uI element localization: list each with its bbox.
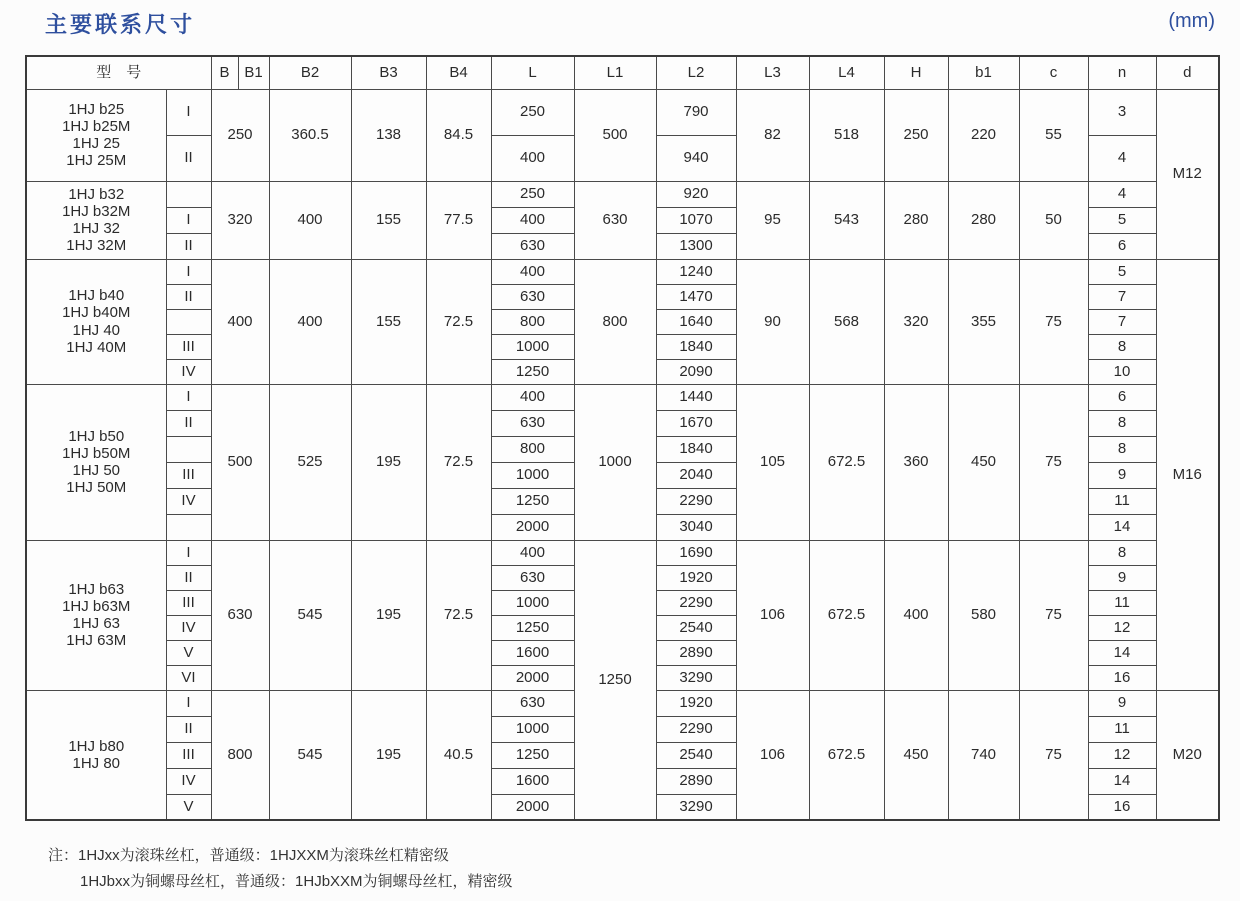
model-line: 1HJ 40M [66,338,127,356]
model-line: 1HJ 63M [66,632,127,650]
cell-L2: 1920 [656,690,736,716]
cell-n: 8 [1088,540,1156,565]
mark-cell: IV [166,768,211,794]
cell-L: 630 [491,690,574,716]
cell-n: 4 [1088,135,1156,181]
table-row [26,384,1219,410]
cell-L: 400 [491,540,574,565]
col-header-L2: L2 [656,56,736,89]
cell-L2: 2090 [656,359,736,384]
cell-L: 1000 [491,590,574,615]
col-header-L4: L4 [809,56,884,89]
g1-model-cell [26,89,166,181]
g6-cell-c: 75 [1019,690,1088,820]
mark-cell: I [166,259,211,284]
cell-L2: 3040 [656,514,736,540]
cell-L2: 1300 [656,233,736,259]
mark-cell: V [166,640,211,665]
col-header-H: H [884,56,948,89]
g2-model-cell [26,181,166,259]
cell-n: 7 [1088,284,1156,309]
footnote-line-2: 1HJbxx为铜螺母丝杠，普通级：1HJbXXM为铜螺母丝杠，精密级 [80,873,513,891]
g2-cell-c: 50 [1019,181,1088,259]
cell-L2: 1690 [656,540,736,565]
cell-L: 630 [491,410,574,436]
model-line: 1HJ 50M [66,479,127,497]
cell-L2: 1070 [656,207,736,233]
mark-cell: I [166,207,211,233]
mark-cell: III [166,590,211,615]
cell-d-M16: M16 [1156,259,1219,690]
g6-cell-B2: 545 [269,690,351,820]
col-header-B1: B1 [238,56,269,89]
cell-L2: 2890 [656,640,736,665]
mark-cell: II [166,410,211,436]
mark-cell [166,436,211,462]
g4-cell-B: 500 [211,384,269,540]
model-line: 1HJ b25M [62,117,131,135]
col-header-n: n [1088,56,1156,89]
col-header-model: 型 号 [26,56,211,89]
cell-L2: 940 [656,135,736,181]
model-line: 1HJ 32 [72,220,121,237]
g3-cell-L1: 800 [574,259,656,384]
g2-cell-L1: 630 [574,181,656,259]
mark-cell [166,181,211,207]
cell-L2: 1840 [656,334,736,359]
model-line: 1HJ b25 [68,100,125,118]
g4-model-cell [26,384,166,540]
g1-cell-H: 250 [884,89,948,181]
mark-cell: I [166,540,211,565]
cell-n: 8 [1088,410,1156,436]
g5-cell-L4: 672.5 [809,540,884,690]
mark-cell [166,514,211,540]
g6-cell-L3: 106 [736,690,809,820]
cell-n: 5 [1088,259,1156,284]
cell-L: 630 [491,233,574,259]
cell-L: 250 [491,181,574,207]
cell-n: 16 [1088,794,1156,820]
page-title: 主要联系尺寸 [45,12,196,37]
g3-cell-b1: 355 [948,259,1019,384]
cell-L2: 2040 [656,462,736,488]
g5-cell-L3: 106 [736,540,809,690]
mark-cell: IV [166,359,211,384]
g2-cell-B: 320 [211,181,269,259]
g4-cell-L3: 105 [736,384,809,540]
model-line: 1HJ b40 [68,287,125,304]
footnote-line-1: 注：1HJxx为滚珠丝杠，普通级：1HJXXM为滚珠丝杠精密级 [48,847,449,864]
cell-L2: 1840 [656,436,736,462]
g4-cell-B3: 195 [351,384,426,540]
g5-model-cell [26,540,166,690]
g3-cell-L3: 90 [736,259,809,384]
mark-cell: VI [166,665,211,690]
g1-cell-L4: 518 [809,89,884,181]
cell-n: 14 [1088,514,1156,540]
cell-L: 1250 [491,742,574,768]
cell-n: 4 [1088,181,1156,207]
cell-n: 14 [1088,640,1156,665]
col-header-B: B [211,56,238,89]
cell-L: 1600 [491,640,574,665]
cell-n: 9 [1088,690,1156,716]
col-header-B2: B2 [269,56,351,89]
cell-L2: 1920 [656,565,736,590]
g5-cell-H: 400 [884,540,948,690]
mark-cell: III [166,742,211,768]
cell-L: 400 [491,135,574,181]
cell-L: 800 [491,436,574,462]
cell-L2: 2290 [656,716,736,742]
g5-cell-B: 630 [211,540,269,690]
g5-cell-B2: 545 [269,540,351,690]
model-line: 1HJ b32M [62,202,131,220]
cell-L: 1000 [491,716,574,742]
cell-L2: 1440 [656,384,736,410]
cell-L: 1250 [491,359,574,384]
cell-L2: 2290 [656,590,736,615]
cell-L: 630 [491,284,574,309]
g1-cell-L1: 500 [574,89,656,181]
g1-cell-B2: 360.5 [269,89,351,181]
table-row [26,259,1219,284]
cell-L2: 1470 [656,284,736,309]
table-row [26,181,1219,207]
cell-n: 8 [1088,436,1156,462]
cell-L: 400 [491,384,574,410]
mark-cell: V [166,794,211,820]
g5-cell-c: 75 [1019,540,1088,690]
cell-n: 6 [1088,233,1156,259]
mark-cell: II [166,716,211,742]
g5-cell-b1: 580 [948,540,1019,690]
g1-cell-B3: 138 [351,89,426,181]
cell-L2: 2540 [656,742,736,768]
cell-L2: 790 [656,89,736,135]
cell-L: 1000 [491,462,574,488]
model-line: 1HJ b80 [68,737,125,755]
header-row [26,56,1219,89]
g6-cell-B: 800 [211,690,269,820]
cell-L: 2000 [491,514,574,540]
cell-L2: 3290 [656,794,736,820]
cell-n: 10 [1088,359,1156,384]
g5-g6-cell-L1: 1250 [574,540,656,820]
g6-cell-H: 450 [884,690,948,820]
mark-cell: I [166,89,211,135]
cell-L2: 2540 [656,615,736,640]
mark-cell: II [166,233,211,259]
cell-n: 12 [1088,615,1156,640]
g6-cell-B3: 195 [351,690,426,820]
col-header-L1: L1 [574,56,656,89]
cell-L: 250 [491,89,574,135]
model-line: 1HJ b63M [62,597,131,615]
cell-n: 9 [1088,565,1156,590]
cell-n: 11 [1088,488,1156,514]
cell-L: 1250 [491,615,574,640]
cell-L: 630 [491,565,574,590]
cell-n: 7 [1088,309,1156,334]
g4-cell-B4: 72.5 [426,384,491,540]
mark-cell: IV [166,488,211,514]
model-line: 1HJ 25 [72,135,121,152]
unit-label: (mm) [1168,10,1215,32]
g4-cell-L1: 1000 [574,384,656,540]
cell-d-M12: M12 [1156,89,1219,259]
cell-n: 14 [1088,768,1156,794]
g3-cell-L4: 568 [809,259,884,384]
model-line: 1HJ b63 [68,580,125,598]
cell-L2: 1240 [656,259,736,284]
model-line: 1HJ b32 [68,185,125,203]
g4-cell-B2: 525 [269,384,351,540]
g1-cell-L3: 82 [736,89,809,181]
cell-L: 400 [491,259,574,284]
model-line: 1HJ 25M [66,152,127,170]
g1-cell-B4: 84.5 [426,89,491,181]
cell-n: 6 [1088,384,1156,410]
model-line: 1HJ b40M [62,304,131,322]
table-row [26,540,1219,565]
cell-n: 3 [1088,89,1156,135]
cell-n: 5 [1088,207,1156,233]
cell-L: 400 [491,207,574,233]
cell-L2: 920 [656,181,736,207]
mark-cell: I [166,384,211,410]
cell-L2: 2290 [656,488,736,514]
col-header-d: d [1156,56,1219,89]
cell-L2: 1640 [656,309,736,334]
g3-cell-c: 75 [1019,259,1088,384]
g2-cell-L3: 95 [736,181,809,259]
g6-model-cell [26,690,166,820]
cell-L2: 1670 [656,410,736,436]
g3-cell-B4: 72.5 [426,259,491,384]
cell-L: 2000 [491,794,574,820]
mark-cell: III [166,462,211,488]
g6-cell-B4: 40.5 [426,690,491,820]
cell-L: 2000 [491,665,574,690]
cell-n: 12 [1088,742,1156,768]
cell-L: 1000 [491,334,574,359]
g2-cell-H: 280 [884,181,948,259]
model-line: 1HJ 50 [72,462,121,479]
cell-L2: 3290 [656,665,736,690]
g3-cell-H: 320 [884,259,948,384]
mark-cell: II [166,565,211,590]
cell-n: 9 [1088,462,1156,488]
cell-L: 800 [491,309,574,334]
dimension-table [25,55,1220,821]
mark-cell: III [166,334,211,359]
g4-cell-c: 75 [1019,384,1088,540]
mark-cell [166,309,211,334]
g3-cell-B3: 155 [351,259,426,384]
model-line: 1HJ 80 [72,754,121,772]
col-header-L3: L3 [736,56,809,89]
g3-cell-B2: 400 [269,259,351,384]
g1-cell-B: 250 [211,89,269,181]
g6-cell-L4: 672.5 [809,690,884,820]
g2-cell-B3: 155 [351,181,426,259]
mark-cell: I [166,690,211,716]
col-header-L: L [491,56,574,89]
g4-cell-b1: 450 [948,384,1019,540]
table-row [26,89,1219,135]
g6-cell-b1: 740 [948,690,1019,820]
model-line: 1HJ 32M [66,237,127,255]
g3-model-cell [26,259,166,384]
col-header-B4: B4 [426,56,491,89]
cell-n: 11 [1088,590,1156,615]
mark-cell: IV [166,615,211,640]
g5-cell-B3: 195 [351,540,426,690]
model-line: 1HJ 63 [72,615,121,632]
g2-cell-B2: 400 [269,181,351,259]
g3-cell-B: 400 [211,259,269,384]
cell-L: 1600 [491,768,574,794]
cell-L2: 2890 [656,768,736,794]
mark-cell: II [166,135,211,181]
g1-cell-b1: 220 [948,89,1019,181]
g4-cell-L4: 672.5 [809,384,884,540]
col-header-B3: B3 [351,56,426,89]
cell-n: 11 [1088,716,1156,742]
footnotes [48,843,513,896]
g5-cell-B4: 72.5 [426,540,491,690]
col-header-b1: b1 [948,56,1019,89]
cell-L: 1250 [491,488,574,514]
g2-cell-B4: 77.5 [426,181,491,259]
cell-n: 16 [1088,665,1156,690]
model-line: 1HJ b50M [62,444,131,462]
cell-d-M20: M20 [1156,690,1219,820]
model-line: 1HJ b50 [68,427,125,445]
g2-cell-L4: 543 [809,181,884,259]
cell-n: 8 [1088,334,1156,359]
col-header-c: c [1019,56,1088,89]
mark-cell: II [166,284,211,309]
g4-cell-H: 360 [884,384,948,540]
model-line: 1HJ 40 [72,321,121,339]
g2-cell-b1: 280 [948,181,1019,259]
g1-cell-c: 55 [1019,89,1088,181]
